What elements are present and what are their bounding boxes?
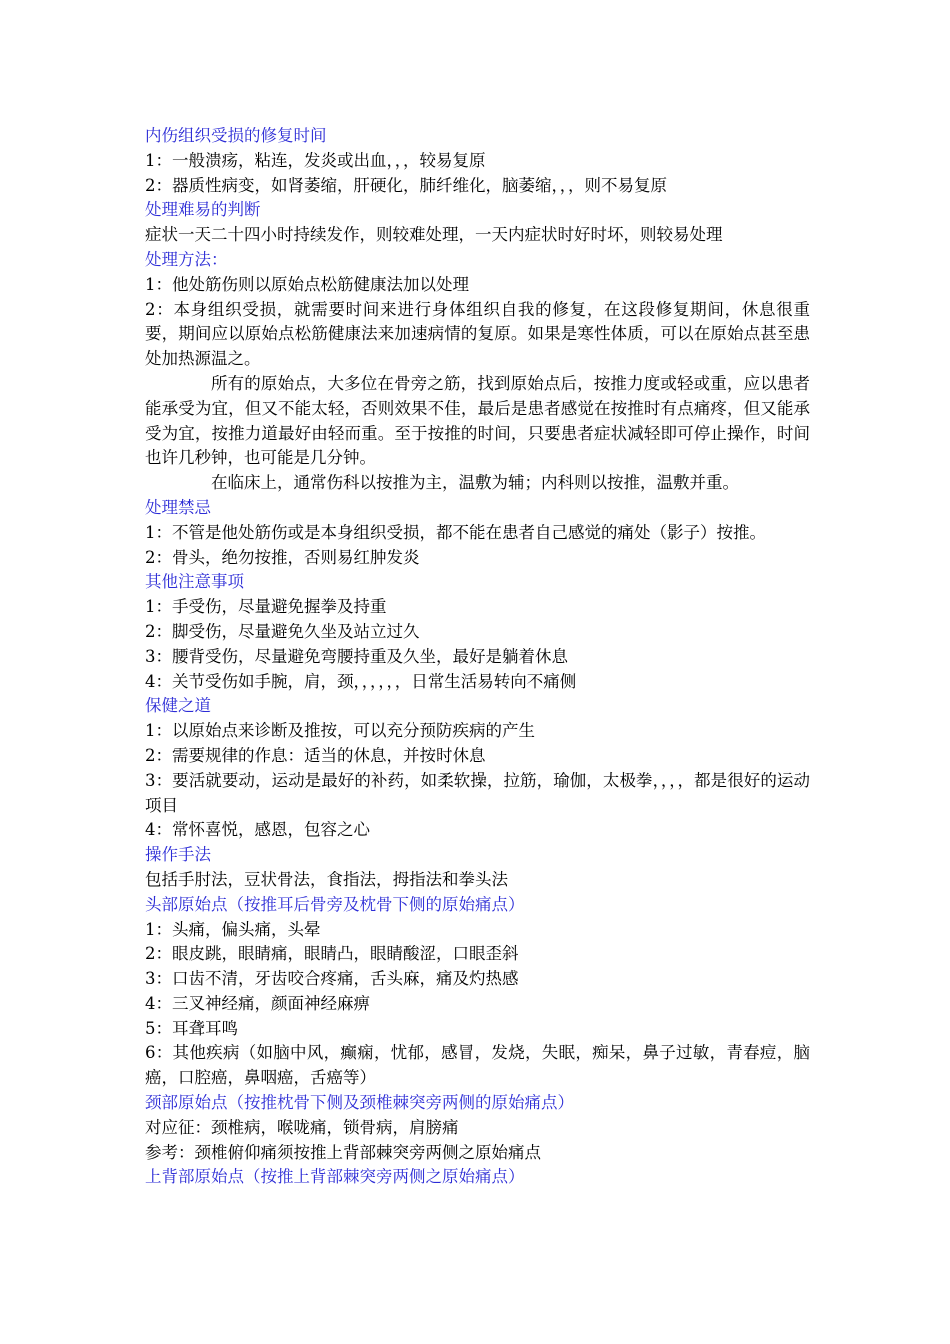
methods-item-2: 2：本身组织受损，就需要时间来进行身体组织自我的修复，在这段修复期间，休息很重要，期间应以原始点松筋健康法来加速病情的复原。如果是寒性体质，可以在原始点甚至患处加热源温之。 bbox=[145, 299, 810, 369]
health-item-3: 3：要活就要动，运动是最好的补药，如柔软操，拉筋，瑜伽，太极拳，，，，都是很好的运动项目 bbox=[145, 770, 810, 815]
section-heading-neck-point: 颈部原始点（按推枕骨下侧及颈椎棘突旁两侧的原始痛点） bbox=[145, 1093, 574, 1113]
head-point-item-6: 6：其他疾病（如脑中风，癫痫，忧郁，感冒，发烧，失眠，痴呆，鼻子过敏，青春痘，脑癌，口腔癌，鼻咽癌，舌癌等） bbox=[145, 1043, 810, 1088]
section-heading-techniques: 操作手法 bbox=[145, 845, 211, 865]
health-item-1: 1：以原始点来诊断及推按，可以充分预防疾病的产生 bbox=[145, 721, 535, 741]
neck-point-reference: 参考：颈椎俯仰痛须按推上背部棘突旁两侧之原始痛点 bbox=[145, 1142, 541, 1162]
section-heading-methods: 处理方法： bbox=[145, 249, 228, 269]
section-heading-upper-back-point: 上背部原始点（按推上背部棘突旁两侧之原始痛点） bbox=[145, 1167, 525, 1187]
neck-point-indications: 对应征：颈椎病，喉咙痛，锁骨病，肩膀痛 bbox=[145, 1117, 459, 1137]
section-heading-difficulty: 处理难易的判断 bbox=[145, 200, 261, 220]
techniques-text: 包括手肘法，豆状骨法，食指法，拇指法和拳头法 bbox=[145, 869, 508, 889]
health-item-2: 2：需要规律的作息：适当的休息，并按时休息 bbox=[145, 745, 486, 765]
methods-item-1: 1：他处筋伤则以原始点松筋健康法加以处理 bbox=[145, 274, 469, 294]
section-heading-repair-time: 内伤组织受损的修复时间 bbox=[145, 126, 327, 145]
section-heading-health: 保健之道 bbox=[145, 696, 211, 716]
health-item-4: 4：常怀喜悦，感恩，包容之心 bbox=[145, 820, 370, 840]
precautions-item-2: 2：脚受伤，尽量避免久坐及站立过久 bbox=[145, 621, 420, 641]
taboos-item-2: 2：骨头，绝勿按推，否则易红肿发炎 bbox=[145, 547, 420, 567]
taboos-item-1: 1：不管是他处筋伤或是本身组织受损，都不能在患者自己感觉的痛处（影子）按推。 bbox=[145, 522, 766, 542]
precautions-item-3: 3：腰背受伤，尽量避免弯腰持重及久坐，最好是躺着休息 bbox=[145, 646, 568, 666]
precautions-item-1: 1：手受伤，尽量避免握拳及持重 bbox=[145, 597, 387, 617]
head-point-item-1: 1：头痛，偏头痛，头晕 bbox=[145, 919, 321, 939]
section-heading-head-point: 头部原始点（按推耳后骨旁及枕骨下侧的原始痛点） bbox=[145, 894, 525, 914]
repair-time-item-1: 1：一般溃疡，粘连，发炎或出血，，，较易复原 bbox=[145, 150, 486, 170]
section-heading-taboos: 处理禁忌 bbox=[145, 497, 211, 517]
precautions-item-4: 4：关节受伤如手腕，肩，颈，，，，，，日常生活易转向不痛侧 bbox=[145, 671, 577, 691]
head-point-item-3: 3：口齿不清，牙齿咬合疼痛，舌头麻，痛及灼热感 bbox=[145, 969, 519, 989]
head-point-item-5: 5：耳聋耳鸣 bbox=[145, 1018, 238, 1038]
document-body bbox=[145, 124, 810, 1190]
difficulty-text: 症状一天二十四小时持续发作，则较难处理，一天内症状时好时坏，则较易处理 bbox=[145, 225, 723, 245]
head-point-item-2: 2：眼皮跳，眼睛痛，眼睛凸，眼睛酸涩，口眼歪斜 bbox=[145, 944, 519, 964]
head-point-item-4: 4：三叉神经痛，颜面神经麻痹 bbox=[145, 993, 370, 1013]
section-heading-precautions: 其他注意事项 bbox=[145, 572, 244, 592]
repair-time-item-2: 2：器质性病变，如肾萎缩，肝硬化，肺纤维化，脑萎缩，，，则不易复原 bbox=[145, 175, 667, 195]
methods-paragraph-clinical: 在临床上，通常伤科以按推为主，温敷为辅；内科则以按推，温敷并重。 bbox=[211, 473, 739, 493]
methods-paragraph-pressure: 所有的原始点，大多位在骨旁之筋，找到原始点后，按推力度或轻或重，应以患者能承受为宜，但又不能太轻，否则效果不佳，最后是患者感觉在按推时有点痛疼，但又能承受为宜，按推力道最好由轻而重。至于按推的时间，只要患者症状减轻即可停止操作，时间也许几秒钟，也可能是几分钟。 bbox=[145, 373, 810, 468]
